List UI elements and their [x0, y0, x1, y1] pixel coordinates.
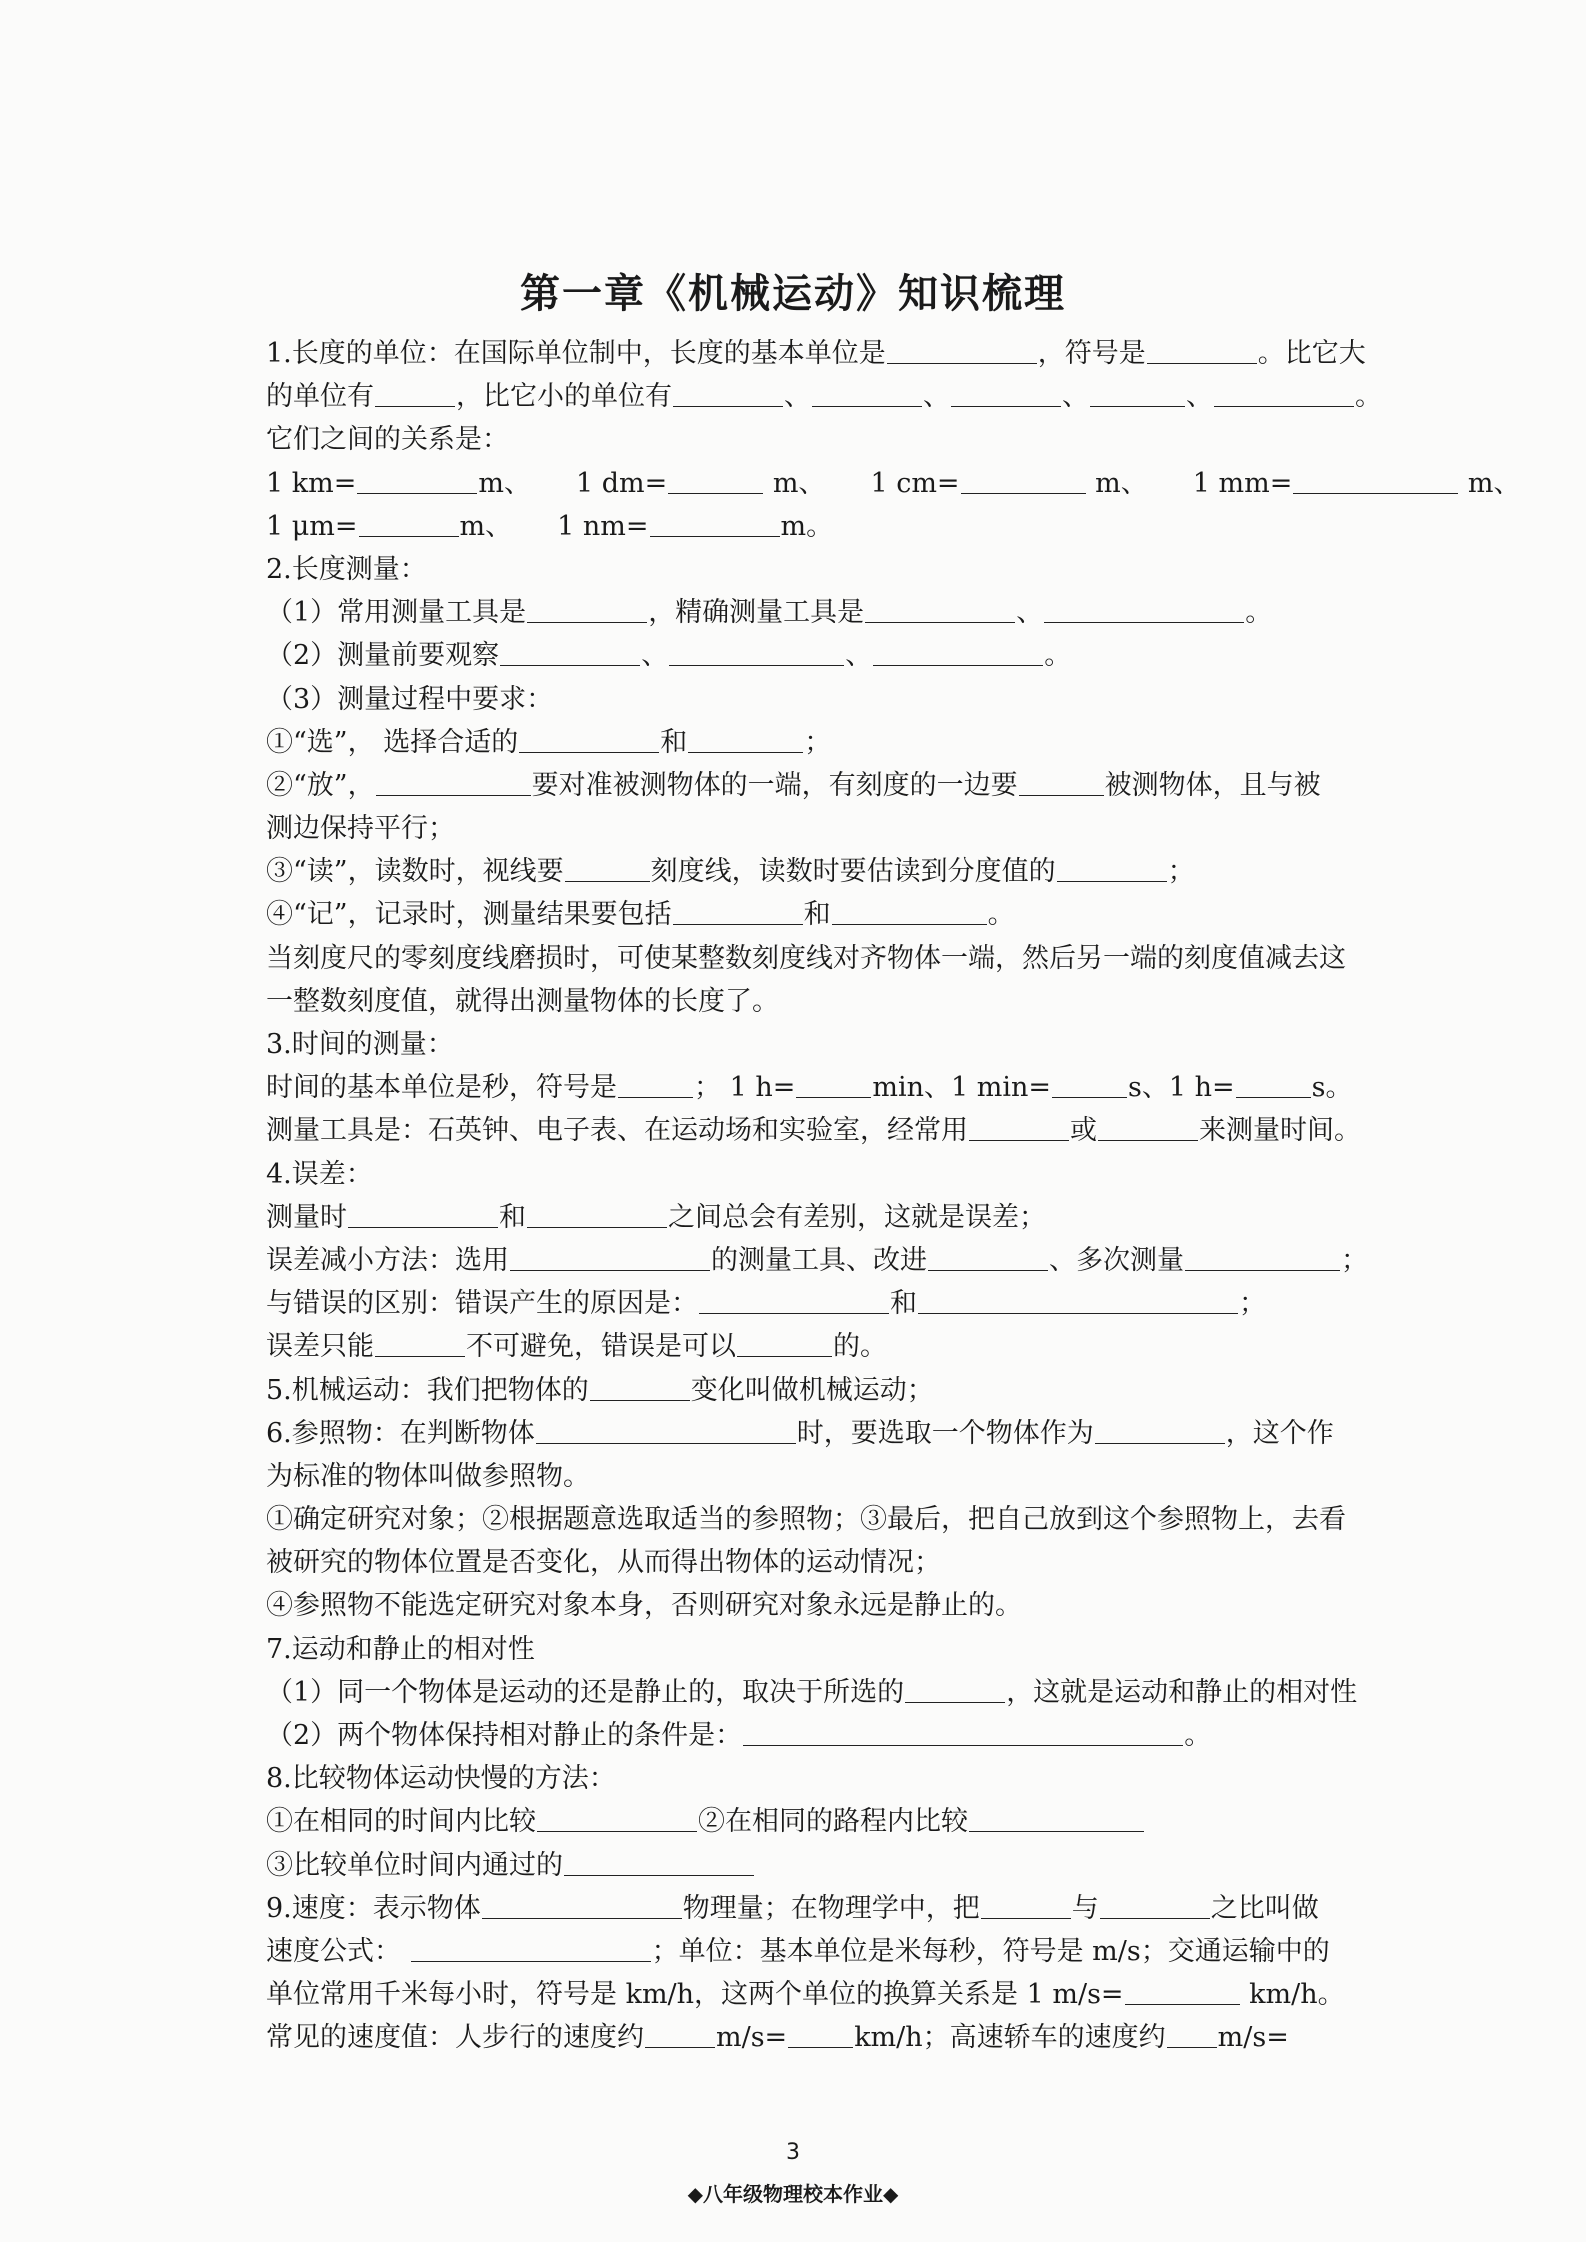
fill-in-blank[interactable]	[519, 724, 659, 753]
fill-in-blank[interactable]	[887, 335, 1037, 364]
worksheet-line	[266, 1023, 1366, 1066]
line-text: （2）两个物体保持相对静止的条件是：	[266, 1720, 743, 1751]
line-text: m、	[764, 467, 826, 499]
fill-in-blank[interactable]	[1167, 2019, 1217, 2048]
line-text: ；单位：基本单位是米每秒，符号是 m/s；交通运输中的	[651, 1935, 1330, 1967]
worksheet-line	[266, 375, 1382, 418]
fill-in-blank[interactable]	[673, 378, 783, 407]
worksheet-line	[266, 807, 1366, 850]
worksheet-line	[266, 1628, 1366, 1671]
worksheet-line	[266, 418, 1366, 461]
worksheet-line	[266, 1325, 1366, 1368]
line-text: 5.机械运动：我们把物体的	[266, 1374, 589, 1406]
fill-in-blank[interactable]	[527, 594, 647, 623]
fill-in-blank[interactable]	[537, 1803, 697, 1832]
line-text: 1 nm=	[557, 510, 649, 542]
line-text: 常见的速度值：人步行的速度约	[266, 2022, 644, 2054]
fill-in-blank[interactable]	[673, 896, 803, 925]
line-text: km/h。	[1240, 1979, 1345, 2011]
worksheet-line	[266, 462, 1521, 505]
line-text: 。	[987, 899, 1015, 931]
fill-in-blank[interactable]	[1147, 335, 1257, 364]
fill-in-blank[interactable]	[348, 1199, 498, 1228]
line-text: 和	[890, 1288, 917, 1320]
line-text: （3）测量过程中要求：	[266, 683, 554, 715]
worksheet-content	[266, 332, 1521, 2060]
line-text: m、	[1086, 467, 1148, 499]
fill-in-blank[interactable]	[961, 465, 1086, 494]
worksheet-line	[266, 980, 1366, 1023]
line-text: 1 mm=	[1192, 467, 1293, 499]
fill-in-blank[interactable]	[951, 378, 1061, 407]
fill-in-blank[interactable]	[1095, 1415, 1225, 1444]
page-number: 3	[786, 2140, 800, 2165]
line-text: 1.长度的单位：在国际单位制中，长度的基本单位是	[266, 338, 886, 369]
line-text: ④参照物不能选定研究对象本身，否则研究对象永远是静止的。	[266, 1590, 1022, 1622]
line-text: 要对准被测物体的一端，有刻度的一边要	[531, 769, 1018, 801]
line-text: 3.时间的测量：	[266, 1029, 454, 1060]
line-text: 时，要选取一个物体作为	[796, 1417, 1094, 1449]
worksheet-line	[266, 1239, 1366, 1282]
fill-in-blank[interactable]	[1100, 1890, 1210, 1919]
line-text: 、	[641, 640, 669, 672]
line-text: 、	[923, 381, 950, 413]
line-text: 单位常用千米每小时，符号是 km/h，这两个单位的换算关系是 1 m/s=	[266, 1979, 1124, 2011]
fill-in-blank[interactable]	[981, 1890, 1071, 1919]
fill-in-blank[interactable]	[590, 1372, 690, 1401]
fill-in-blank[interactable]	[969, 1112, 1069, 1141]
line-text: 之间总会有差别，这就是误差；	[668, 1201, 1046, 1233]
line-text: s。	[1311, 1072, 1353, 1104]
line-text: 和	[499, 1201, 526, 1233]
fill-in-blank[interactable]	[500, 637, 640, 666]
line-text: 时间的基本单位是秒，符号是	[266, 1072, 617, 1104]
line-text: 与	[1071, 1892, 1099, 1924]
line-text: ；	[804, 726, 832, 758]
line-text: km/h；高速轿车的速度约	[854, 2022, 1166, 2054]
worksheet-line	[266, 1455, 1366, 1498]
worksheet-line	[266, 1844, 1366, 1887]
line-text: 或	[1070, 1115, 1097, 1147]
line-text: ①确定研究对象；②根据题意选取适当的参照物；③最后，把自己放到这个参照物上，去看	[266, 1504, 1346, 1536]
line-text: 测量时	[266, 1201, 347, 1233]
fill-in-blank[interactable]	[788, 2019, 853, 2048]
fill-in-blank[interactable]	[905, 1674, 1005, 1703]
line-text: ②在相同的路程内比较	[698, 1806, 968, 1838]
line-text: ；	[1239, 1288, 1266, 1320]
worksheet-line	[266, 1153, 1366, 1196]
line-text: 的。	[833, 1331, 887, 1363]
fill-in-blank[interactable]	[1090, 378, 1185, 407]
fill-in-blank[interactable]	[668, 465, 763, 494]
worksheet-line	[266, 1498, 1366, 1541]
fill-in-blank[interactable]	[411, 1933, 651, 1962]
worksheet-line	[266, 1109, 1366, 1152]
page-title: 第一章《机械运动》知识梳理	[520, 270, 1066, 317]
line-text: ，这就是运动和静止的相对性	[1006, 1676, 1358, 1708]
line-text: 4.误差：	[266, 1158, 373, 1190]
fill-in-blank[interactable]	[536, 1415, 796, 1444]
line-text: 速度公式：	[266, 1935, 410, 1967]
line-text: ③比较单位时间内通过的	[266, 1849, 563, 1881]
fill-in-blank[interactable]	[1057, 853, 1167, 882]
worksheet-line	[266, 893, 1366, 936]
line-text: min、1 min=	[872, 1072, 1051, 1104]
fill-in-blank[interactable]	[699, 1285, 889, 1314]
fill-in-blank[interactable]	[510, 1242, 710, 1271]
line-text: 和	[803, 899, 831, 931]
line-text: 被研究的物体位置是否变化，从而得出物体的运动情况；	[266, 1547, 941, 1579]
worksheet-line	[266, 1757, 1366, 1800]
line-text: 为标准的物体叫做参照物。	[266, 1460, 590, 1492]
fill-in-blank[interactable]	[618, 1069, 693, 1098]
line-text: 物理量；在物理学中，把	[682, 1892, 980, 1924]
fill-in-blank[interactable]	[737, 1328, 832, 1357]
line-text: ；	[1167, 856, 1195, 888]
worksheet-line	[266, 548, 1366, 591]
fill-in-blank[interactable]	[969, 1803, 1144, 1832]
worksheet-line	[266, 850, 1366, 893]
fill-in-blank[interactable]	[918, 1285, 1238, 1314]
worksheet-line	[266, 937, 1366, 980]
line-text: 1 dm=	[575, 467, 668, 499]
worksheet-line	[266, 678, 1366, 721]
fill-in-blank[interactable]	[359, 508, 459, 537]
fill-in-blank[interactable]	[375, 378, 455, 407]
worksheet-line	[266, 1412, 1366, 1455]
line-text: s、1 h=	[1128, 1072, 1235, 1104]
line-text: ②“放”，	[266, 769, 375, 801]
line-text: 它们之间的关系是：	[266, 424, 509, 456]
line-text: 、	[1016, 597, 1044, 629]
fill-in-blank[interactable]	[1214, 378, 1354, 407]
fill-in-blank[interactable]	[650, 508, 780, 537]
fill-in-blank[interactable]	[669, 637, 844, 666]
line-text: 被测物体，且与被	[1104, 769, 1321, 801]
worksheet-line	[266, 505, 1366, 548]
fill-in-blank[interactable]	[1098, 1112, 1198, 1141]
line-text: 刻度线，读数时要估读到分度值的	[650, 856, 1056, 888]
worksheet-line	[266, 1541, 1366, 1584]
fill-in-blank[interactable]	[376, 767, 531, 796]
fill-in-blank[interactable]	[873, 637, 1043, 666]
line-text: ①“选”， 选择合适的	[266, 726, 519, 758]
worksheet-line	[266, 1066, 1366, 1109]
line-text: 误差只能	[266, 1331, 374, 1363]
fill-in-blank[interactable]	[375, 1328, 465, 1357]
worksheet-line	[266, 1930, 1366, 1973]
worksheet-line	[266, 1887, 1366, 1930]
worksheet-line	[266, 764, 1366, 807]
footer-label: ◆八年级物理校本作业◆	[687, 2182, 899, 2206]
worksheet-line	[266, 1282, 1366, 1325]
line-text: 、	[1186, 381, 1213, 413]
fill-in-blank[interactable]	[812, 378, 922, 407]
line-text: 1 cm=	[870, 467, 960, 499]
worksheet-line	[266, 1584, 1366, 1627]
fill-in-blank[interactable]	[482, 1890, 682, 1919]
fill-in-blank[interactable]	[1125, 1976, 1240, 2005]
fill-in-blank[interactable]	[865, 594, 1015, 623]
line-text: （2）测量前要观察	[266, 640, 500, 672]
fill-in-blank[interactable]	[527, 1199, 667, 1228]
fill-in-blank[interactable]	[796, 1069, 871, 1098]
line-text: ；	[1341, 1244, 1368, 1276]
fill-in-blank[interactable]	[1185, 1242, 1340, 1271]
fill-in-blank[interactable]	[564, 1847, 754, 1876]
fill-in-blank[interactable]	[688, 724, 803, 753]
worksheet-line	[266, 332, 1366, 375]
line-text: 测量工具是：石英钟、电子表、在运动场和实验室，经常用	[266, 1115, 968, 1147]
line-text: m/s=	[716, 2022, 788, 2054]
fill-in-blank[interactable]	[357, 465, 477, 494]
line-text: 1 km=	[266, 467, 357, 499]
line-text: 、	[784, 381, 811, 413]
worksheet-line	[266, 1714, 1366, 1757]
line-text: 1 μm=	[266, 510, 358, 542]
worksheet-line	[266, 1973, 1366, 2016]
worksheet-line	[266, 591, 1366, 634]
line-text: 误差减小方法：选用	[266, 1244, 509, 1276]
line-text: m。	[780, 510, 834, 542]
line-text: ①在相同的时间内比较	[266, 1806, 536, 1838]
line-text: 7.运动和静止的相对性	[266, 1633, 535, 1665]
line-text: 和	[660, 726, 688, 758]
fill-in-blank[interactable]	[1293, 465, 1458, 494]
line-text: 与错误的区别：错误产生的原因是：	[266, 1288, 698, 1320]
line-text: ，符号是	[1037, 338, 1146, 369]
worksheet-line	[266, 721, 1366, 764]
worksheet-line	[266, 1196, 1366, 1239]
line-text: 不可避免，错误是可以	[466, 1331, 736, 1363]
worksheet-line	[266, 1671, 1366, 1714]
fill-in-blank[interactable]	[928, 1242, 1048, 1271]
line-text: 的测量工具、改进	[711, 1244, 927, 1276]
line-text: （1）同一个物体是运动的还是静止的，取决于所选的	[266, 1676, 905, 1708]
line-text: 来测量时间。	[1199, 1115, 1361, 1147]
line-text: 。	[1044, 640, 1072, 672]
fill-in-blank[interactable]	[1019, 767, 1104, 796]
line-text: 。	[1355, 381, 1382, 413]
line-text: （1）常用测量工具是	[266, 597, 527, 629]
line-text: 、多次测量	[1049, 1244, 1184, 1276]
line-text: m、	[1459, 467, 1521, 499]
line-text: ； 1 h=	[694, 1072, 796, 1104]
fill-in-blank[interactable]	[743, 1717, 1183, 1746]
line-text: 6.参照物：在判断物体	[266, 1417, 535, 1449]
line-text: 之比叫做	[1210, 1892, 1319, 1924]
line-text: 。	[1184, 1720, 1212, 1751]
line-text: ④“记”，记录时，测量结果要包括	[266, 899, 672, 931]
line-text: m、	[459, 510, 513, 542]
line-text: 一整数刻度值，就得出测量物体的长度了。	[266, 985, 779, 1017]
line-text: 。	[1245, 597, 1273, 629]
line-text: 变化叫做机械运动；	[690, 1374, 934, 1406]
fill-in-blank[interactable]	[1052, 1069, 1127, 1098]
line-text: 2.长度测量：	[266, 553, 427, 585]
worksheet-line	[266, 634, 1366, 677]
line-text: m、	[478, 467, 531, 499]
line-text: 、	[845, 640, 873, 672]
line-text: 当刻度尺的零刻度线磨损时，可使某整数刻度线对齐物体一端，然后另一端的刻度值减去这	[266, 942, 1346, 974]
worksheet-line	[266, 1369, 1366, 1412]
line-text: ，这个作	[1225, 1417, 1334, 1449]
line-text: 8.比较物体运动快慢的方法：	[266, 1763, 616, 1795]
fill-in-blank[interactable]	[1236, 1069, 1311, 1098]
worksheet-line	[266, 2016, 1366, 2059]
fill-in-blank[interactable]	[645, 2019, 715, 2048]
line-text: 。比它大	[1257, 338, 1366, 369]
line-text: ③“读”，读数时，视线要	[266, 856, 564, 888]
fill-in-blank[interactable]	[565, 853, 650, 882]
line-text: ，精确测量工具是	[648, 597, 865, 629]
line-text: 的单位有	[266, 381, 374, 413]
line-text: m/s=	[1217, 2022, 1289, 2054]
line-text: 、	[1062, 381, 1089, 413]
worksheet-line	[266, 1800, 1366, 1843]
line-text: ，比它小的单位有	[456, 381, 672, 413]
line-text: 9.速度：表示物体	[266, 1892, 481, 1924]
fill-in-blank[interactable]	[1044, 594, 1244, 623]
fill-in-blank[interactable]	[832, 896, 987, 925]
line-text: 测边保持平行；	[266, 813, 455, 845]
